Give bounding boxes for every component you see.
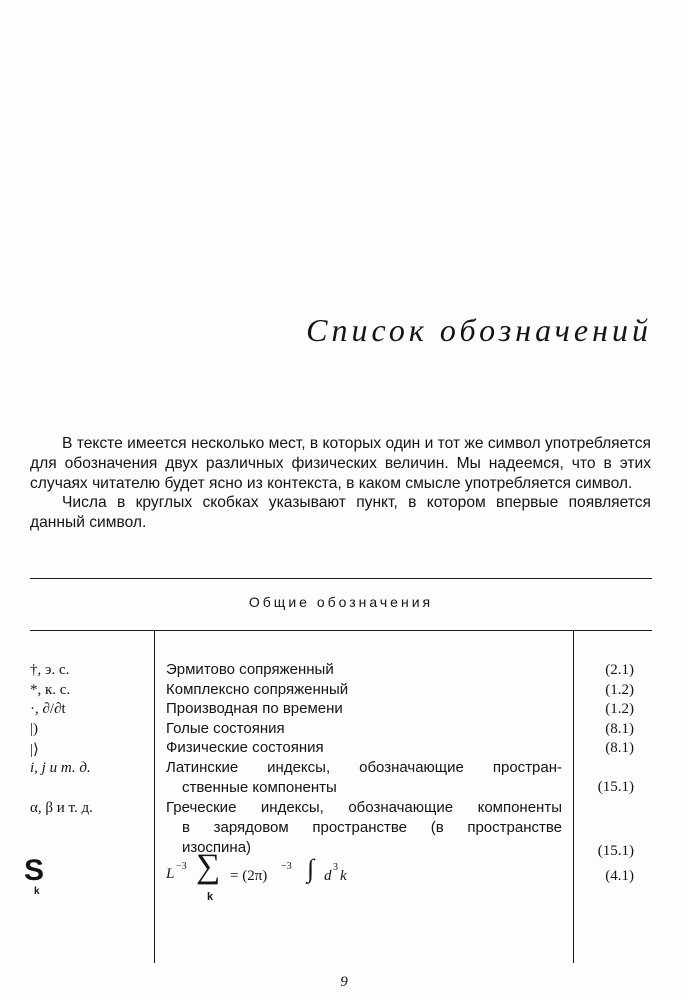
formula-middle-exponent: −3 [281, 861, 292, 872]
description-line: Комплексно сопряженный [166, 681, 349, 698]
sum-symbol: S [24, 854, 45, 887]
description-line: Эрмитово сопряженный [166, 661, 334, 678]
description-row [166, 798, 562, 858]
description-line: Физические состояния [166, 739, 324, 756]
description-row [166, 758, 562, 798]
description-row [166, 719, 562, 739]
section-reference: (15.1) [597, 779, 634, 795]
symbol-latin-indices: i, j и т. д. [30, 760, 91, 776]
description-row [166, 699, 562, 719]
description-row [166, 738, 562, 758]
section-reference: (4.1) [605, 868, 634, 884]
description-line: Латинские индексы, обозначающие простран- [166, 759, 562, 776]
description-line: ственные компоненты [182, 779, 337, 796]
intro-paragraph-2: Числа в круглых скобках указывают пункт, в котором впервые появляется данный символ. [30, 494, 651, 532]
formula-differential: d [324, 868, 332, 884]
intro-text [30, 434, 651, 533]
symbol-dagger: †, э. с. [30, 662, 70, 678]
formula-sum-sign: ∑ [196, 848, 221, 885]
section-reference: (2.1) [605, 662, 634, 678]
section-heading: Общие обозначения [248, 594, 434, 610]
symbol-asterisk: *, к. с. [30, 682, 71, 698]
section-reference: (1.2) [605, 701, 634, 717]
sum-symbol-subscript: k [34, 886, 40, 897]
description-line: Производная по времени [166, 700, 343, 717]
symbol-time-derivative: ·, ∂/∂t [30, 701, 66, 717]
formula-middle: = (2π) [230, 868, 268, 884]
section-reference: (1.2) [605, 682, 634, 698]
description-line: Греческие индексы, обозначающие компоненты [166, 799, 562, 816]
column-divider-right [573, 631, 574, 963]
intro-paragraph-1: В тексте имеется несколько мест, в которых один и тот же символ употребляется для обозначения двух различных физических величин. Мы надеемся, что в этих случаях читателю будет ясно из контекста, в каком смысле употребляется символ. [30, 435, 651, 492]
section-reference: (8.1) [605, 721, 634, 737]
section-reference: (8.1) [605, 740, 634, 756]
formula-differential-exponent: 3 [333, 862, 338, 873]
section-reference: (15.1) [597, 843, 634, 859]
formula-l: L [166, 866, 175, 882]
description-line: в зарядовом пространстве (в пространстве [182, 819, 562, 836]
symbol-bare-state: |) [30, 721, 38, 737]
table-top-rule [30, 578, 652, 579]
formula-integral-sign: ∫ [307, 854, 315, 883]
symbol-physical-state: |⟩ [30, 742, 39, 758]
description-row [166, 660, 562, 680]
formula-variable-k: k [340, 868, 347, 884]
column-divider-left [154, 631, 155, 963]
table-header-rule [30, 630, 652, 631]
description-line: изоспина) [182, 839, 252, 856]
formula-sum-subscript: k [207, 891, 214, 903]
description-row [166, 680, 562, 700]
description-line: Голые состояния [166, 720, 285, 737]
symbol-greek-indices: α, β и т. д. [30, 800, 93, 816]
formula-l-exponent: −3 [176, 861, 187, 872]
page-number: 9 [340, 974, 348, 990]
page-title: Список обозначений [306, 312, 652, 348]
